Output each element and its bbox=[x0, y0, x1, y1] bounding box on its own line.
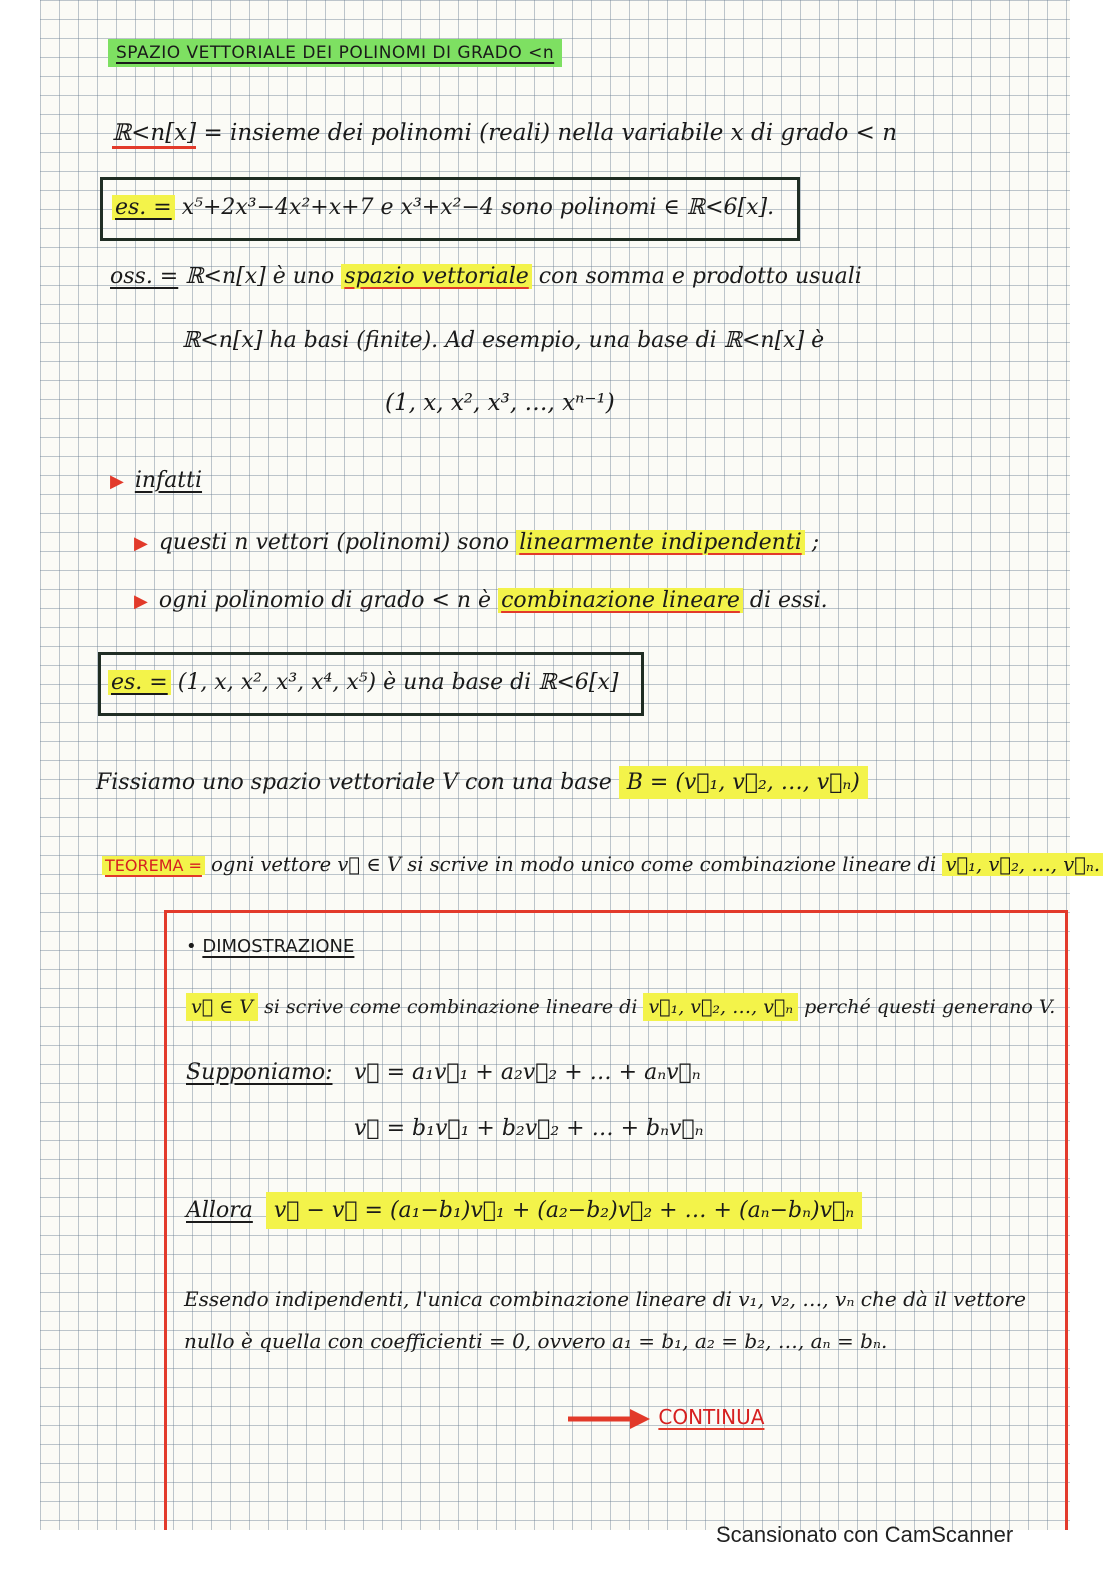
proof-equation-1: v⃗ = a₁v⃗₁ + a₂v⃗₂ + … + aₙv⃗ₙ bbox=[354, 1060, 701, 1085]
arrow-right-icon bbox=[566, 1407, 652, 1431]
fix-space-line: Fissiamo uno spazio vettoriale V con una base B = (v⃗₁, v⃗₂, …, v⃗ₙ) bbox=[96, 768, 868, 798]
scanner-watermark: Scansionato con CamScanner bbox=[716, 1522, 1014, 1547]
infatti-heading: ▶ infatti bbox=[110, 468, 203, 493]
observation-basis: (1, x, x², x³, …, xⁿ⁻¹) bbox=[385, 390, 615, 416]
definition-symbol: ℝ<n[x] bbox=[112, 120, 196, 149]
triangle-bullet-icon: ▶ bbox=[134, 591, 148, 612]
observation-label: oss. = bbox=[110, 264, 179, 289]
proof-heading: • DIMOSTRAZIONE bbox=[186, 936, 355, 957]
example-1 bbox=[112, 193, 774, 223]
observation-line-2: ℝ<n[x] ha basi (finite). Ad esempio, una base di ℝ<n[x] è bbox=[182, 328, 825, 353]
proof-line-1: v⃗ ∈ V si scrive come combinazione lineare di v⃗₁, v⃗₂, …, v⃗ₙ perché questi generano V. bbox=[186, 992, 1055, 1022]
definition-line bbox=[112, 118, 897, 148]
page-title: SPAZIO VETTORIALE DEI POLINOMI DI GRADO <n bbox=[108, 38, 562, 68]
proof-conclusion-2: nullo è quella con coefficienti = 0, ovvero a₁ = b₁, a₂ = b₂, …, aₙ = bₙ. bbox=[184, 1329, 888, 1353]
proof-suppose: Supponiamo: bbox=[186, 1060, 333, 1085]
observation-line-1: oss. = ℝ<n[x] è uno spazio vettoriale con somma e prodotto usuali bbox=[110, 264, 862, 289]
proof-equation-2: v⃗ = b₁v⃗₁ + b₂v⃗₂ + … + bₙv⃗ₙ bbox=[354, 1116, 704, 1141]
observation-highlight: spazio vettoriale bbox=[341, 264, 531, 289]
proof-conclusion-1: Essendo indipendenti, l'unica combinazione lineare di v₁, v₂, …, vₙ che dà il vettore bbox=[184, 1287, 1026, 1311]
example-1-expr: x⁵+2x³−4x²+x+7 e x³+x²−4 sono polinomi ∈ ℝ<6[x]. bbox=[181, 195, 775, 220]
triangle-bullet-icon: ▶ bbox=[134, 533, 148, 554]
infatti-item-1: ▶ questi n vettori (polinomi) sono linearmente indipendenti ; bbox=[134, 530, 820, 555]
example-1-label: es. = bbox=[112, 195, 175, 220]
triangle-bullet-icon: ▶ bbox=[110, 471, 124, 492]
example-2 bbox=[108, 668, 619, 698]
example-2-label: es. = bbox=[108, 670, 171, 695]
proof-allora-line: Allora v⃗ − v⃗ = (a₁−b₁)v⃗₁ + (a₂−b₂)v⃗₂ + … + (aₙ−bₙ)v⃗ₙ bbox=[186, 1196, 862, 1226]
theorem-label: TEOREMA = bbox=[102, 856, 205, 875]
continua-link[interactable]: CONTINUA bbox=[566, 1402, 764, 1432]
theorem-line: TEOREMA = ogni vettore v⃗ ∈ V si scrive in modo unico come combinazione lineare di v⃗₁, v⃗₂, …, v⃗ₙ. bbox=[102, 850, 1103, 881]
example-2-expr: (1, x, x², x³, x⁴, x⁵) è una base di ℝ<6[x] bbox=[177, 670, 619, 695]
infatti-item-2: ▶ ogni polinomio di grado < n è combinazione lineare di essi. bbox=[134, 588, 828, 613]
definition-text: = insieme dei polinomi (reali) nella variabile x di grado < n bbox=[203, 120, 898, 146]
